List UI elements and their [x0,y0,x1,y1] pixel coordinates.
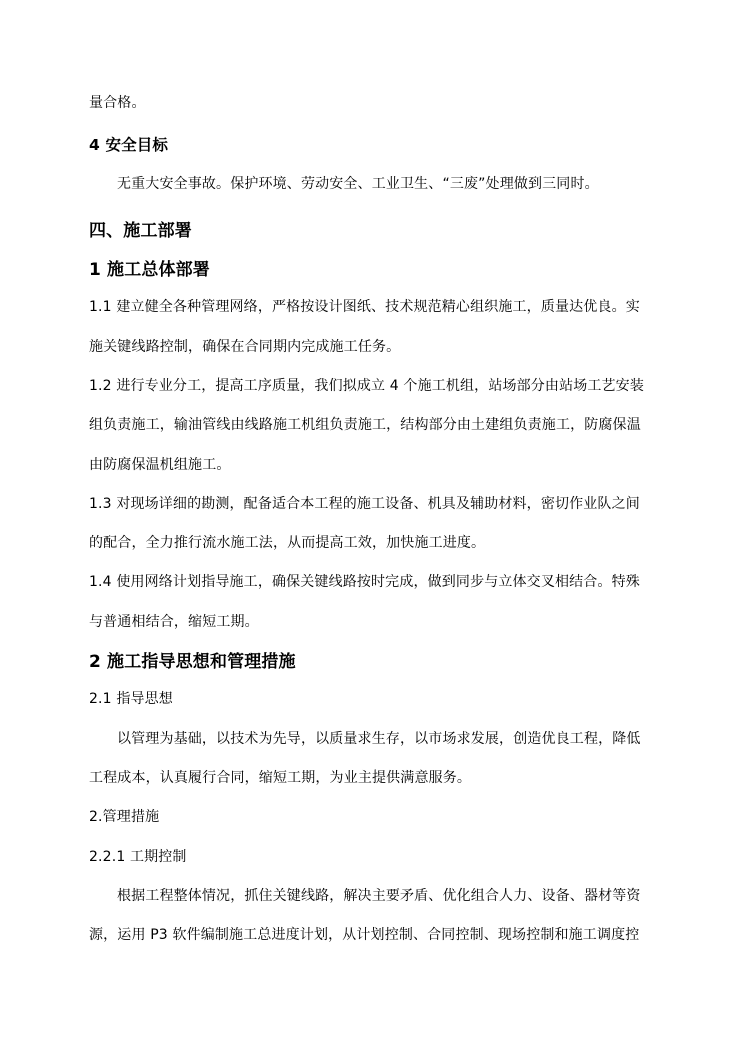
paragraph-1-2-line-3: 由防腐保温机组施工。 [89,457,231,473]
paragraph-1-4-line-1: 1.4 使用网络计划指导施工，确保关键线路按时完成，做到同步与立体交叉相结合。特殊 [89,574,640,590]
section-heading: 四、施工部署 [89,221,192,241]
paragraph-1-2-line-2: 组负责施工，输油管线由线路施工机组负责施工，结构部分由土建组负责施工，防腐保温 [89,417,641,433]
paragraph-2-2-1-line-1: 根据工程整体情况，抓住关键线路，解决主要矛盾、优化组合人力、设备、器材等资 [117,888,641,904]
paragraph-2-1-line-2: 工程成本，认真履行合同，缩短工期，为业主提供满意服务。 [89,770,472,786]
paragraph-1-3-line-1: 1.3 对现场详细的勘测，配备适合本工程的施工设备、机具及辅助材料，密切作业队之间 [89,496,640,512]
paragraph-2-1-line-1: 以管理为基础，以技术为先导，以质量求生存，以市场求发展，创造优良工程，降低 [117,731,641,747]
paragraph-continuation: 量合格。 [89,95,146,111]
heading-safety-goal: 4 安全目标 [89,136,169,154]
paragraph-1-1-line-2: 施关键线路控制，确保在合同期内完成施工任务。 [89,339,401,355]
paragraph-safety: 无重大安全事故。保护环境、劳动安全、工业卫生、“三废”处理做到三同时。 [117,176,599,192]
paragraph-2-2-1-line-2: 源，运用 P3 软件编制施工总进度计划，从计划控制、合同控制、现场控制和施工调度控 [89,927,640,943]
heading-overall-deployment: 1 施工总体部署 [89,260,210,280]
heading-guideline: 2 施工指导思想和管理措施 [89,652,296,672]
paragraph-1-4-line-2: 与普通相结合，缩短工期。 [89,614,259,630]
subheading-2-2-1: 2.2.1 工期控制 [89,849,187,865]
paragraph-1-3-line-2: 的配合，全力推行流水施工法，从而提高工效，加快施工进度。 [89,535,486,551]
paragraph-1-1-line-1: 1.1 建立健全各种管理网络，严格按设计图纸、技术规范精心组织施工，质量达优良。实 [89,299,640,315]
subheading-2: 2.管理措施 [89,809,160,825]
paragraph-1-2-line-1: 1.2 进行专业分工，提高工序质量，我们拟成立 4 个施工机组，站场部分由站场工艺安装 [89,378,644,394]
subheading-2-1: 2.1 指导思想 [89,691,173,707]
